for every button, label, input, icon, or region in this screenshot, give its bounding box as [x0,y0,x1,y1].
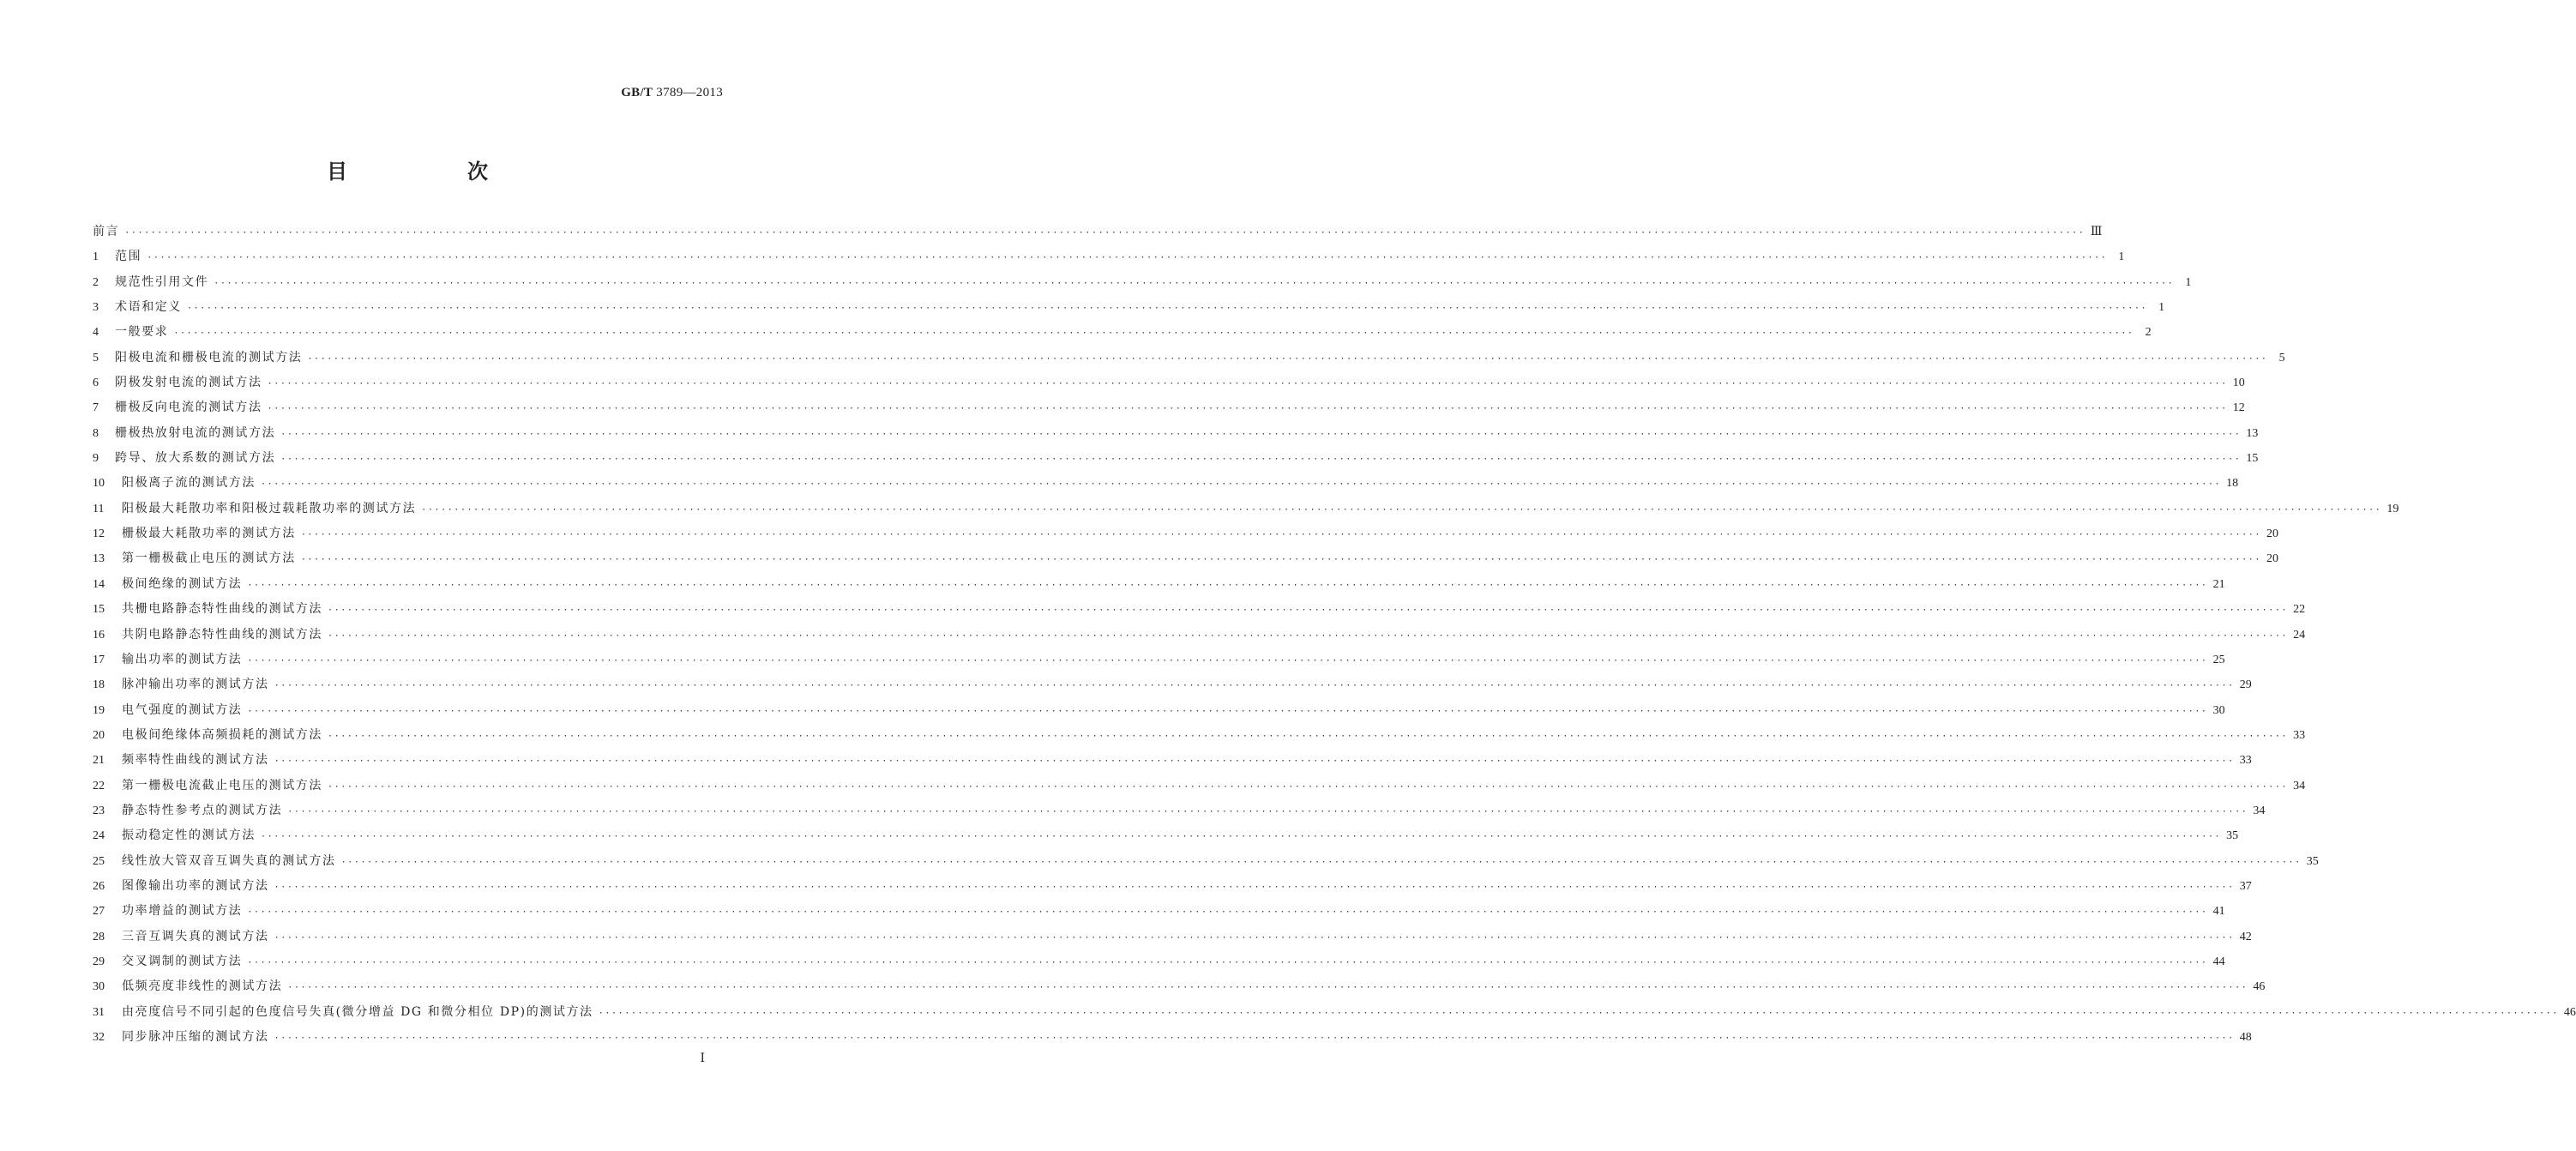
toc-entry-title: 图像输出功率的测试方法 [122,878,269,893]
toc-dot-leader: ············································································································································································································································································································ [328,731,2289,741]
toc-entry-number: 24 [93,829,105,843]
toc-dot-leader: ············································································································································································································································································································ [187,304,2148,314]
toc-dot-leader: ············································································································································································································································································································ [328,781,2289,792]
toc-entry[interactable] [93,723,2306,748]
toc-entry-title: 栅极反向电流的测试方法 [115,401,262,415]
page-title: 目 次 [327,160,538,184]
toc-entry-title: 范围 [115,250,142,264]
toc-entry-page: 24 [2293,628,2306,642]
toc-entry[interactable] [93,220,2103,244]
toc-entry-page: 33 [2293,728,2306,742]
toc-entry-title: 功率增益的测试方法 [122,904,243,919]
toc-entry-number: 13 [93,552,105,566]
toc-entry-page: 34 [2293,779,2306,792]
toc-entry-title: 共阴电路静态特性曲线的测试方法 [122,627,322,642]
standard-prefix: GB/T [621,86,653,99]
toc-dot-leader: ············································································································································································································································································································ [124,228,2085,238]
toc-entry[interactable] [93,421,2259,446]
toc-entry-page: 20 [2266,552,2278,566]
toc-entry-number: 6 [93,377,99,390]
toc-entry-page: 21 [2212,577,2225,591]
toc-entry-number: 18 [93,678,105,692]
toc-entry-title: 振动稳定性的测试方法 [122,829,256,843]
toc-entry-number: 9 [93,452,99,466]
toc-entry[interactable] [93,597,2306,622]
toc-dot-leader: ············································································································································································································································································································ [147,253,2108,263]
toc-dot-leader: ············································································································································································································································································································ [328,630,2289,641]
toc-dot-leader: ············································································································································································································································································································ [173,328,2134,339]
toc-entry-title: 由亮度信号不同引起的色度信号失真(微分增益 DG 和微分相位 DP)的测试方法 [122,1004,593,1019]
toc-entry-page: 34 [2253,804,2266,817]
toc-entry[interactable] [93,925,2252,949]
toc-dot-leader: ············································································································································································································································································································ [300,530,2261,540]
toc-dot-leader: ············································································································································································································································································································ [421,504,2382,515]
toc-dot-leader: ············································································································································································································································································································ [287,806,2248,817]
standard-code [621,86,723,100]
toc-entry-number: 26 [93,879,105,893]
toc-entry-number: 17 [93,653,105,666]
toc-entry-page: 5 [2278,351,2285,365]
toc-entry-page: 44 [2212,955,2225,968]
toc-entry[interactable] [93,823,2239,848]
toc-entry[interactable] [93,270,2192,295]
toc-entry[interactable] [93,974,2266,999]
toc-entry[interactable] [93,748,2252,773]
toc-dot-leader: ············································································································································································································································································································ [261,479,2222,490]
toc-entry-number: 3 [93,301,99,315]
toc-entry-title: 频率特性曲线的测试方法 [122,753,269,768]
toc-entry-title: 静态特性参考点的测试方法 [122,803,283,817]
toc-entry-number: 16 [93,628,105,642]
toc-entry[interactable] [93,698,2225,723]
toc-entry-title: 阳极离子流的测试方法 [122,476,256,491]
toc-entry-number: 29 [93,955,105,968]
toc-entry-number: 25 [93,854,105,868]
toc-entry[interactable] [93,546,2278,571]
toc-entry-number: 4 [93,326,99,340]
toc-entry-title: 极间绝缘的测试方法 [122,576,243,591]
toc-entry-title: 交叉调制的测试方法 [122,954,243,968]
toc-dot-leader: ············································································································································································································································································································ [274,756,2235,767]
page-number: Ⅰ [700,1052,705,1065]
standard-number: 3789—2013 [656,86,723,99]
toc-entry[interactable] [93,395,2245,420]
toc-entry-number: 32 [93,1031,105,1044]
toc-entry-page: 1 [2158,301,2165,315]
toc-entry-number: 7 [93,401,99,415]
toc-entry-page: 48 [2239,1031,2252,1044]
toc-entry[interactable] [93,320,2152,345]
toc-entry-title: 阴极发射电流的测试方法 [115,376,262,390]
toc-entry[interactable] [93,672,2252,697]
toc-entry-page: 13 [2246,426,2259,440]
toc-entry-title: 三音互调失真的测试方法 [122,929,269,943]
toc-dot-leader: ············································································································································································································································································································ [267,379,2228,389]
toc-entry-number: 8 [93,426,99,440]
toc-entry-title: 电气强度的测试方法 [122,702,243,717]
toc-entry-page: Ⅲ [2090,226,2103,238]
toc-entry-title: 阳极电流和栅极电流的测试方法 [115,350,303,365]
toc-entry-number: 20 [93,728,105,742]
toc-entry-title: 术语和定义 [115,300,182,315]
toc-dot-leader: ············································································································································································································································································································ [280,455,2242,465]
toc-entry-number: 11 [93,502,105,515]
toc-entry-page: 18 [2226,477,2239,491]
toc-dot-leader: ············································································································································································································································································································ [267,404,2228,414]
toc-entry-page: 22 [2293,603,2306,617]
toc-entry-number: 14 [93,577,105,591]
toc-entry-page: 30 [2212,703,2225,717]
toc-dot-leader: ············································································································································································································································································································ [247,957,2208,967]
toc-entry-number: 1 [93,250,99,264]
toc-entry-page: 20 [2266,527,2278,541]
toc-entry[interactable] [93,798,2266,823]
toc-dot-leader: ············································································································································································································································································································ [247,907,2208,918]
toc-entry-number: 19 [93,703,105,717]
toc-entry-page: 46 [2563,1005,2576,1019]
toc-entry[interactable] [93,497,2399,521]
toc-entry-number: 5 [93,351,99,365]
toc-entry-title: 低频亮度非线性的测试方法 [122,979,283,994]
toc-entry-page: 12 [2232,401,2245,415]
toc-entry-number: 31 [93,1005,105,1019]
toc-dot-leader: ············································································································································································································································································································ [328,606,2289,616]
toc-entry-number: 12 [93,527,105,541]
toc-dot-leader: ············································································································································································································································································································ [340,857,2302,867]
toc-entry-title: 第一栅极电流截止电压的测试方法 [122,778,322,792]
toc-entry[interactable] [93,1000,2576,1025]
toc-entry-title: 栅极热放射电流的测试方法 [115,425,276,440]
toc-entry-title: 一般要求 [115,325,169,340]
toc-dot-leader: ············································································································································································································································································································ [247,580,2208,590]
toc-entry[interactable] [93,774,2306,798]
toc-dot-leader: ············································································································································································································································································································ [247,655,2208,666]
toc-entry[interactable] [93,295,2165,320]
toc-dot-leader: ············································································································································································································································································································ [280,429,2242,439]
toc-entry[interactable] [93,446,2259,471]
toc-entry-number: 21 [93,754,105,768]
toc-dot-leader: ············································································································································································································································································································ [274,932,2235,943]
toc-entry-number: 15 [93,603,105,617]
toc-entry-title: 第一栅极截止电压的测试方法 [122,551,296,566]
toc-entry-title: 同步脉冲压缩的测试方法 [122,1030,269,1044]
toc-entry[interactable] [93,648,2225,672]
toc-entry-page: 35 [2226,829,2239,843]
toc-entry-page: 42 [2239,930,2252,943]
toc-entry-number: 27 [93,905,105,919]
toc-dot-leader: ············································································································································································································································································································ [247,706,2208,716]
toc-entry-page: 10 [2232,377,2245,390]
toc-entry-page: 37 [2239,879,2252,893]
toc-entry[interactable] [93,874,2252,899]
toc-entry-page: 19 [2386,502,2399,515]
toc-entry[interactable] [93,346,2285,371]
toc-entry-page: 33 [2239,754,2252,768]
toc-entry-title: 跨导、放大系数的测试方法 [115,451,276,466]
toc-dot-leader: ············································································································································································································································································································ [300,555,2261,565]
toc-entry-title: 脉冲输出功率的测试方法 [122,678,269,692]
toc-dot-leader: ············································································································································································································································································································ [274,681,2235,691]
toc-entry-number: 22 [93,779,105,792]
toc-entry-title: 阳极最大耗散功率和阳极过载耗散功率的测试方法 [122,501,417,515]
toc-entry-page: 15 [2246,452,2259,466]
toc-entry-number: 23 [93,804,105,817]
toc-dot-leader: ············································································································································································································································································································ [274,882,2235,892]
toc-entry-title: 输出功率的测试方法 [122,652,243,666]
toc-entry-page: 29 [2239,678,2252,692]
toc-entry[interactable] [93,849,2319,874]
toc-entry[interactable] [93,471,2239,496]
toc-entry-number: 2 [93,275,99,289]
toc-dot-leader: ············································································································································································································································································································ [598,1008,2559,1018]
toc-entry-page: 1 [2185,275,2192,289]
toc-entry-number: 28 [93,930,105,943]
toc-dot-leader: ············································································································································································································································································································ [307,353,2268,364]
toc-entry[interactable] [93,244,2125,269]
toc-dot-leader: ············································································································································································································································································································ [214,278,2175,288]
toc-entry-page: 1 [2118,250,2125,264]
toc-entry[interactable] [93,623,2306,648]
toc-entry-page: 25 [2212,653,2225,666]
toc-dot-leader: ············································································································································································································································································································ [261,832,2222,842]
toc-entry-title: 共栅电路静态特性曲线的测试方法 [122,602,322,617]
toc-entry-title: 线性放大管双音互调失真的测试方法 [122,853,336,868]
toc-entry[interactable] [93,1025,2252,1050]
toc-entry[interactable] [93,949,2225,974]
toc-entry-title: 规范性引用文件 [115,274,209,289]
table-of-contents [93,220,2576,1050]
toc-entry-title: 栅极最大耗散功率的测试方法 [122,527,296,541]
toc-dot-leader: ············································································································································································································································································································ [287,983,2248,993]
toc-entry[interactable] [93,572,2225,597]
toc-entry-page: 46 [2253,980,2266,994]
toc-entry-page: 35 [2306,854,2319,868]
toc-entry-title: 前言 [93,225,120,238]
toc-entry-number: 30 [93,980,105,994]
toc-entry[interactable] [93,521,2278,546]
toc-entry-page: 2 [2145,326,2152,340]
toc-entry-number: 10 [93,477,105,491]
toc-entry[interactable] [93,371,2245,395]
toc-entry[interactable] [93,899,2225,924]
toc-entry-title: 电极间绝缘体高频损耗的测试方法 [122,727,322,742]
toc-entry-page: 41 [2212,905,2225,919]
toc-dot-leader: ············································································································································································································································································································ [274,1033,2235,1043]
